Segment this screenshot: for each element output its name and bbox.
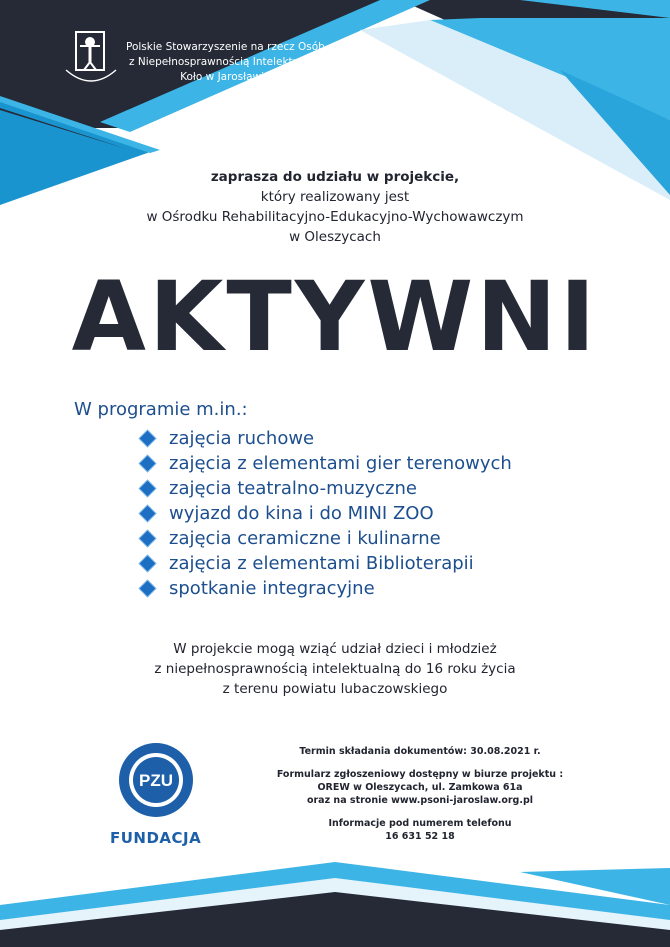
list-item-label: zajęcia teatralno-muzyczne — [169, 478, 417, 499]
list-item-label: zajęcia ruchowe — [169, 428, 315, 449]
organization-name — [126, 40, 325, 85]
list-item — [142, 426, 512, 451]
diamond-bullet-icon — [140, 456, 156, 472]
list-item-label: zajęcia ceramiczne i kulinarne — [169, 528, 441, 549]
sponsor-name: FUNDACJA — [110, 829, 202, 847]
info-block — [240, 745, 600, 843]
intro-line: w Oleszycach — [289, 229, 381, 245]
form-line: OREW w Oleszycach, ul. Zamkowa 61a — [317, 782, 523, 793]
diamond-bullet-icon — [140, 531, 156, 547]
intro-line: który realizowany jest — [260, 189, 410, 205]
list-item — [142, 526, 512, 551]
intro-line: zaprasza do udziału w projekcie, — [210, 169, 460, 185]
list-item-label: wyjazd do kina i do MINI ZOO — [169, 503, 434, 524]
project-title: AKTYWNI — [71, 261, 599, 373]
pzu-logo-text: PZU — [139, 771, 173, 790]
list-item — [142, 501, 512, 526]
list-item — [142, 576, 512, 601]
spacer — [240, 807, 600, 817]
form-line: Formularz zgłoszeniowy dostępny w biurze projektu : — [276, 769, 564, 780]
spacer — [240, 758, 600, 768]
psoni-logo-icon — [62, 30, 120, 92]
eligibility-line: z niepełnosprawnością intelektualną do 16 roku życia — [154, 661, 516, 677]
deadline-text: Termin składania dokumentów: 30.08.2021 r. — [299, 746, 541, 757]
list-item — [142, 551, 512, 576]
phone-number: 16 631 52 18 — [385, 831, 455, 842]
form-line: oraz na stronie www.psoni-jaroslaw.org.pl — [306, 795, 534, 806]
eligibility-line: W projekcie mogą wziąć udział dzieci i młodzież — [173, 641, 497, 657]
organization-line: Polskie Stowarzyszenie na rzecz Osób — [126, 41, 325, 53]
eligibility-text — [0, 639, 670, 699]
diamond-bullet-icon — [140, 581, 156, 597]
intro-line: w Ośrodku Rehabilitacyjno-Edukacyjno-Wychowawczym — [146, 209, 524, 225]
list-item-label: zajęcia z elementami gier terenowych — [169, 453, 512, 474]
organization-line: Koło w Jarosławiu — [180, 71, 271, 83]
pzu-logo-icon — [118, 742, 194, 818]
list-item — [142, 476, 512, 501]
organization-line: z Niepełnosprawnością Intelektualną — [129, 56, 322, 68]
diamond-bullet-icon — [140, 481, 156, 497]
list-item — [142, 451, 512, 476]
diamond-bullet-icon — [140, 506, 156, 522]
intro-text — [0, 167, 670, 247]
list-item-label: zajęcia z elementami Biblioterapii — [169, 553, 474, 574]
list-item-label: spotkanie integracyjne — [169, 578, 375, 599]
eligibility-line: z terenu powiatu lubaczowskiego — [222, 681, 448, 697]
phone-label: Informacje pod numerem telefonu — [328, 818, 512, 829]
program-list — [142, 426, 512, 601]
diamond-bullet-icon — [140, 556, 156, 572]
diamond-bullet-icon — [140, 431, 156, 447]
program-heading: W programie m.in.: — [74, 399, 248, 420]
